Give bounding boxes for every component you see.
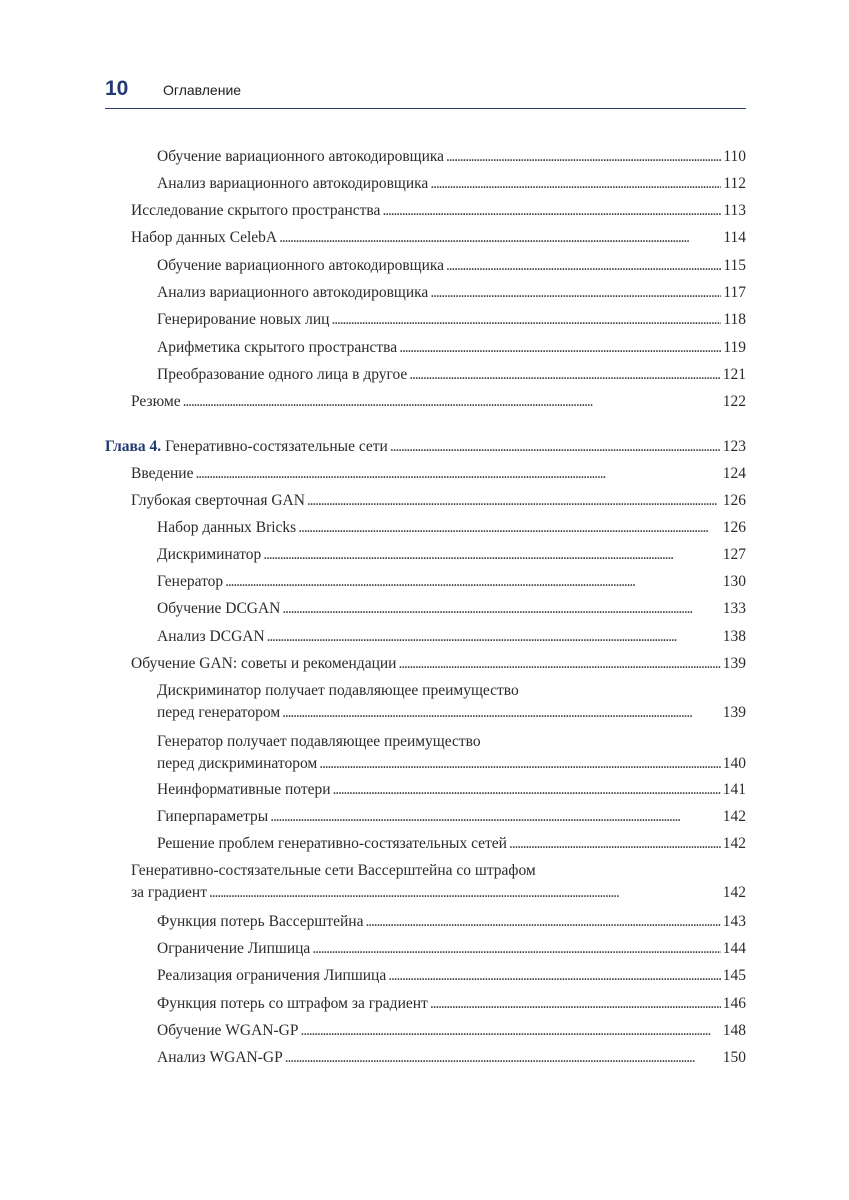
toc-entry[interactable] <box>157 731 746 775</box>
toc-entry[interactable] <box>157 337 746 359</box>
toc-entry[interactable] <box>157 1047 746 1069</box>
toc-entry[interactable] <box>157 779 746 801</box>
toc-entry-page: 139 <box>722 704 746 721</box>
toc-entry-page: 138 <box>722 628 746 645</box>
toc-entry-title: Гиперпараметры <box>157 808 269 825</box>
leader-dots <box>263 544 720 566</box>
toc-entry-page: 118 <box>723 311 746 328</box>
toc-entry[interactable] <box>157 680 746 724</box>
toc-entry[interactable] <box>157 1020 746 1042</box>
toc-entry[interactable] <box>157 309 746 331</box>
toc-entry-title: Анализ WGAN-GP <box>157 1049 283 1066</box>
leader-dots <box>331 309 721 331</box>
leader-dots <box>225 571 721 593</box>
toc-entry-page: 112 <box>723 175 746 192</box>
toc-entry[interactable] <box>131 860 746 904</box>
toc-entry-page: 142 <box>722 835 746 852</box>
toc-entry-title-line1: Генератор получает подавляющее преимущество <box>157 733 481 750</box>
toc-entry[interactable] <box>157 626 746 648</box>
leader-dots <box>183 391 721 413</box>
toc-entry-page: 126 <box>722 492 746 509</box>
toc-entry[interactable] <box>131 391 746 413</box>
toc-entry[interactable] <box>131 463 746 485</box>
leader-dots <box>398 653 720 675</box>
toc-entry[interactable] <box>157 544 746 566</box>
toc-entry-title: Резюме <box>131 393 181 410</box>
toc-entry-title: Реализация ограничения Липшица <box>157 967 387 984</box>
toc-entry-page: 148 <box>722 1022 746 1039</box>
leader-dots <box>270 806 721 828</box>
toc-entry-page: 130 <box>722 573 746 590</box>
toc-entry-title: перед дискриминатором <box>157 755 318 772</box>
toc-entry-page: 145 <box>722 967 746 984</box>
toc-entry[interactable] <box>131 227 746 249</box>
toc-entry-page: 127 <box>722 546 746 563</box>
toc-entry-title: Обучение GAN: советы и рекомендации <box>131 655 397 672</box>
leader-dots <box>307 490 721 512</box>
toc-entry[interactable] <box>157 517 746 539</box>
leader-dots <box>446 255 721 277</box>
toc-entry-title: Набор данных Bricks <box>157 519 297 536</box>
toc-entry[interactable] <box>157 911 746 933</box>
toc-entry-page: 142 <box>722 884 746 901</box>
toc-entry-page: 115 <box>723 257 746 274</box>
toc-entry-page: 141 <box>722 781 746 798</box>
toc-chapter-entry[interactable] <box>105 436 746 458</box>
leader-dots <box>382 200 721 222</box>
leader-dots <box>282 598 720 620</box>
toc-entry[interactable] <box>157 364 746 386</box>
toc-entry[interactable] <box>157 833 746 855</box>
toc-entry-page: 122 <box>722 393 746 410</box>
toc-entry-title: перед генератором <box>157 704 281 721</box>
toc-entry-title: Введение <box>131 465 194 482</box>
toc-entry[interactable] <box>131 653 746 675</box>
toc-entry-title: Генератор <box>157 573 224 590</box>
toc-entry-title: Функция потерь Вассерштейна <box>157 913 364 930</box>
toc-entry[interactable] <box>157 571 746 593</box>
toc-entry[interactable] <box>131 200 746 222</box>
toc-entry-title: Преобразование одного лица в другое <box>157 366 408 383</box>
toc-entry-title: Неинформативные потери <box>157 781 331 798</box>
toc-entry-page: 144 <box>722 940 746 957</box>
toc-entry-title: Анализ DCGAN <box>157 628 265 645</box>
leader-dots <box>279 227 721 249</box>
toc-entry[interactable] <box>157 255 746 277</box>
toc-entry-title: Обучение WGAN-GP <box>157 1022 299 1039</box>
toc-entry[interactable] <box>157 282 746 304</box>
leader-dots <box>430 993 721 1015</box>
leader-dots <box>267 626 721 648</box>
toc-entry-page: 140 <box>722 755 746 772</box>
toc-entry[interactable] <box>157 806 746 828</box>
toc-entry-title-line1: Генеративно-состязательные сети Вассерштейна со штрафом <box>131 862 536 879</box>
toc-entry-page: 142 <box>722 808 746 825</box>
leader-dots <box>312 938 720 960</box>
toc-entry-page: 143 <box>722 913 746 930</box>
toc-entry-title: Исследование скрытого пространства <box>131 202 381 219</box>
toc-entry-page: 113 <box>723 202 746 219</box>
leader-dots <box>430 282 721 304</box>
toc-entry-title: Арифметика скрытого пространства <box>157 339 398 356</box>
leader-dots <box>282 702 721 724</box>
page-number: 10 <box>105 77 129 100</box>
toc-entry-title: Обучение вариационного автокодировщика <box>157 257 445 274</box>
toc-entry-page: 139 <box>722 655 746 672</box>
toc-entry-title: Анализ вариационного автокодировщика <box>157 284 429 301</box>
toc-entry-title: Генеративно-состязательные сети <box>165 438 388 455</box>
toc-entry-page: 150 <box>722 1049 746 1066</box>
leader-dots <box>298 517 721 539</box>
toc-entry[interactable] <box>157 598 746 620</box>
leader-dots <box>333 779 721 801</box>
toc-entry-title: Функция потерь со штрафом за градиент <box>157 995 428 1012</box>
leader-dots <box>446 146 721 168</box>
leader-dots <box>409 364 720 386</box>
toc-entry-title: Анализ вариационного автокодировщика <box>157 175 429 192</box>
toc-entry-page: 110 <box>723 148 746 165</box>
leader-dots <box>285 1047 721 1069</box>
toc-entry-page: 117 <box>723 284 746 301</box>
leader-dots <box>430 173 721 195</box>
toc-entry-title: Генерирование новых лиц <box>157 311 330 328</box>
toc-entry[interactable] <box>157 146 746 168</box>
toc-entry[interactable] <box>131 490 746 512</box>
toc-entry-title-line1: Дискриминатор получает подавляющее преимущество <box>157 682 519 699</box>
toc-entry-page: 133 <box>722 600 746 617</box>
toc-entry-title: Ограничение Липшица <box>157 940 311 957</box>
toc-entry-page: 146 <box>722 995 746 1012</box>
toc-entry-title: за градиент <box>131 884 207 901</box>
toc-entry[interactable] <box>157 173 746 195</box>
toc-entry-title: Обучение DCGAN <box>157 600 281 617</box>
toc-entry-page: 126 <box>722 519 746 536</box>
toc-entry[interactable] <box>157 993 746 1015</box>
leader-dots <box>209 882 721 904</box>
toc-entry-page: 124 <box>722 465 746 482</box>
toc-entry-title: Решение проблем генеративно-состязательных сетей <box>157 835 507 852</box>
toc-entry[interactable] <box>157 938 746 960</box>
leader-dots <box>509 833 721 855</box>
leader-dots <box>388 965 721 987</box>
leader-dots <box>300 1020 720 1042</box>
leader-dots <box>365 911 720 933</box>
toc-entry-page: 119 <box>723 339 746 356</box>
toc-entry-page: 123 <box>722 438 746 455</box>
toc-entry-title: Дискриминатор <box>157 546 262 563</box>
toc-entry-page: 121 <box>722 366 746 383</box>
toc-entry-title: Набор данных CelebA <box>131 229 278 246</box>
toc-entry[interactable] <box>157 965 746 987</box>
toc-entry-title: Глубокая сверточная GAN <box>131 492 305 509</box>
leader-dots <box>399 337 721 359</box>
leader-dots <box>319 753 721 775</box>
toc-entry-title: Обучение вариационного автокодировщика <box>157 148 445 165</box>
leader-dots <box>195 463 720 485</box>
chapter-label: Глава 4. <box>105 438 162 455</box>
leader-dots <box>390 436 721 458</box>
running-title: Оглавление <box>163 82 242 98</box>
toc-entry-page: 114 <box>723 229 746 246</box>
